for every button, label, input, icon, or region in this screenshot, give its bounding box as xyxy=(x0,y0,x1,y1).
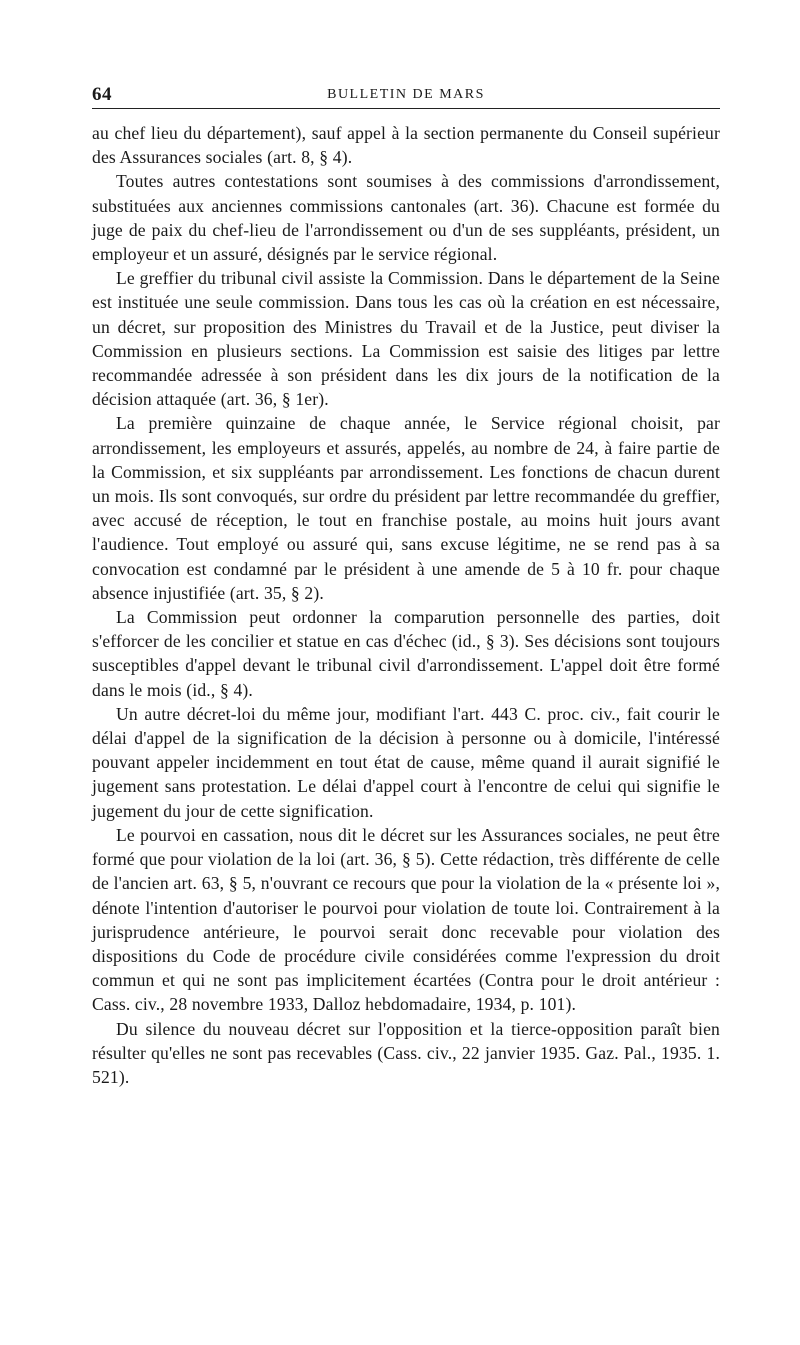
paragraph: Le pourvoi en cassation, nous dit le décret sur les Assurances sociales, ne peut être formé que pour violation de la loi (art. 36, § 5). Cette rédaction, très différente de celle de l'ancien art. 63, § 5, n'ouvrant ce recours que pour la violation de la « présente loi », dénote l'intention d'autoriser le pourvoi pour violation de toute loi. Contrairement à la jurisprudence antérieure, le pourvoi serait donc recevable pour violation des dispositions du Code de procédure civile considérées comme l'expression du droit commun et qui ne sont pas implicitement écartées (Contra pour le droit antérieur : Cass. civ., 28 novembre 1933, Dalloz hebdomadaire, 1934, p. 101). xyxy=(92,824,720,1015)
paragraph: au chef lieu du département), sauf appel à la section permanente du Conseil supérieur des Assurances sociales (art. 8, § 4). xyxy=(92,123,720,168)
page-header xyxy=(92,78,720,109)
paragraph: Un autre décret-loi du même jour, modifiant l'art. 443 C. proc. civ., fait courir le délai d'appel de la signification de la décision à personne ou à domicile, l'intéressé pouvant appeler incidemment en tout état de cause, même quand il aurait signifié le jugement sans protestation. Le délai d'appel court à l'encontre de celui qui signifie le jugement du jour de cette signification. xyxy=(92,703,720,821)
paragraph: La première quinzaine de chaque année, le Service régional choisit, par arrondissement, les employeurs et assurés, appelés, au nombre de 24, à faire partie de la Commission, et six suppléants par arrondissement. Les fonctions de chacun durent un mois. Ils sont convoqués, sur ordre du président par lettre recommandée du greffier, avec accusé de réception, le tout en franchise postale, au moins huit jours avant l'audience. Tout employé ou assuré qui, sans excuse légitime, ne se rend pas à sa convocation est condamné par le président à une amende de 5 à 10 fr. pour chaque absence injustifiée (art. 35, § 2). xyxy=(92,413,720,603)
running-head: BULLETIN DE MARS xyxy=(327,87,485,102)
document-page xyxy=(92,78,720,1089)
paragraph: Le greffier du tribunal civil assiste la Commission. Dans le département de la Seine est instituée une seule commission. Dans tous les cas où la création en est nécessaire, un décret, sur proposition des Ministres du Travail et de la Justice, peut diviser la Commission en plusieurs sections. La Commission est saisie des litiges par lettre recommandée adressée à son président dans les dix jours de la notification de la décision attaquée (art. 36, § 1er). xyxy=(92,268,720,410)
paragraph: Du silence du nouveau décret sur l'opposition et la tierce-opposition paraît bien résulter qu'elles ne sont pas recevables (Cass. civ., 22 janvier 1935. Gaz. Pal., 1935. 1. 521). xyxy=(92,1018,720,1087)
page-number: 64 xyxy=(92,84,112,105)
paragraph: Toutes autres contestations sont soumises à des commissions d'arrondissement, substituées aux anciennes commissions cantonales (art. 36). Chacune est formée du juge de paix du chef-lieu de l'arrondissement ou d'un de ses suppléants, président, un employeur et un assuré, désignés par le service régional. xyxy=(92,171,720,265)
paragraph: La Commission peut ordonner la comparution personnelle des parties, doit s'efforcer de les concilier et statue en cas d'échec (id., § 3). Ses décisions sont toujours susceptibles d'appel devant le tribunal civil d'arrondissement. L'appel doit être formé dans le mois (id., § 4). xyxy=(92,607,720,700)
document-body xyxy=(92,121,720,1089)
